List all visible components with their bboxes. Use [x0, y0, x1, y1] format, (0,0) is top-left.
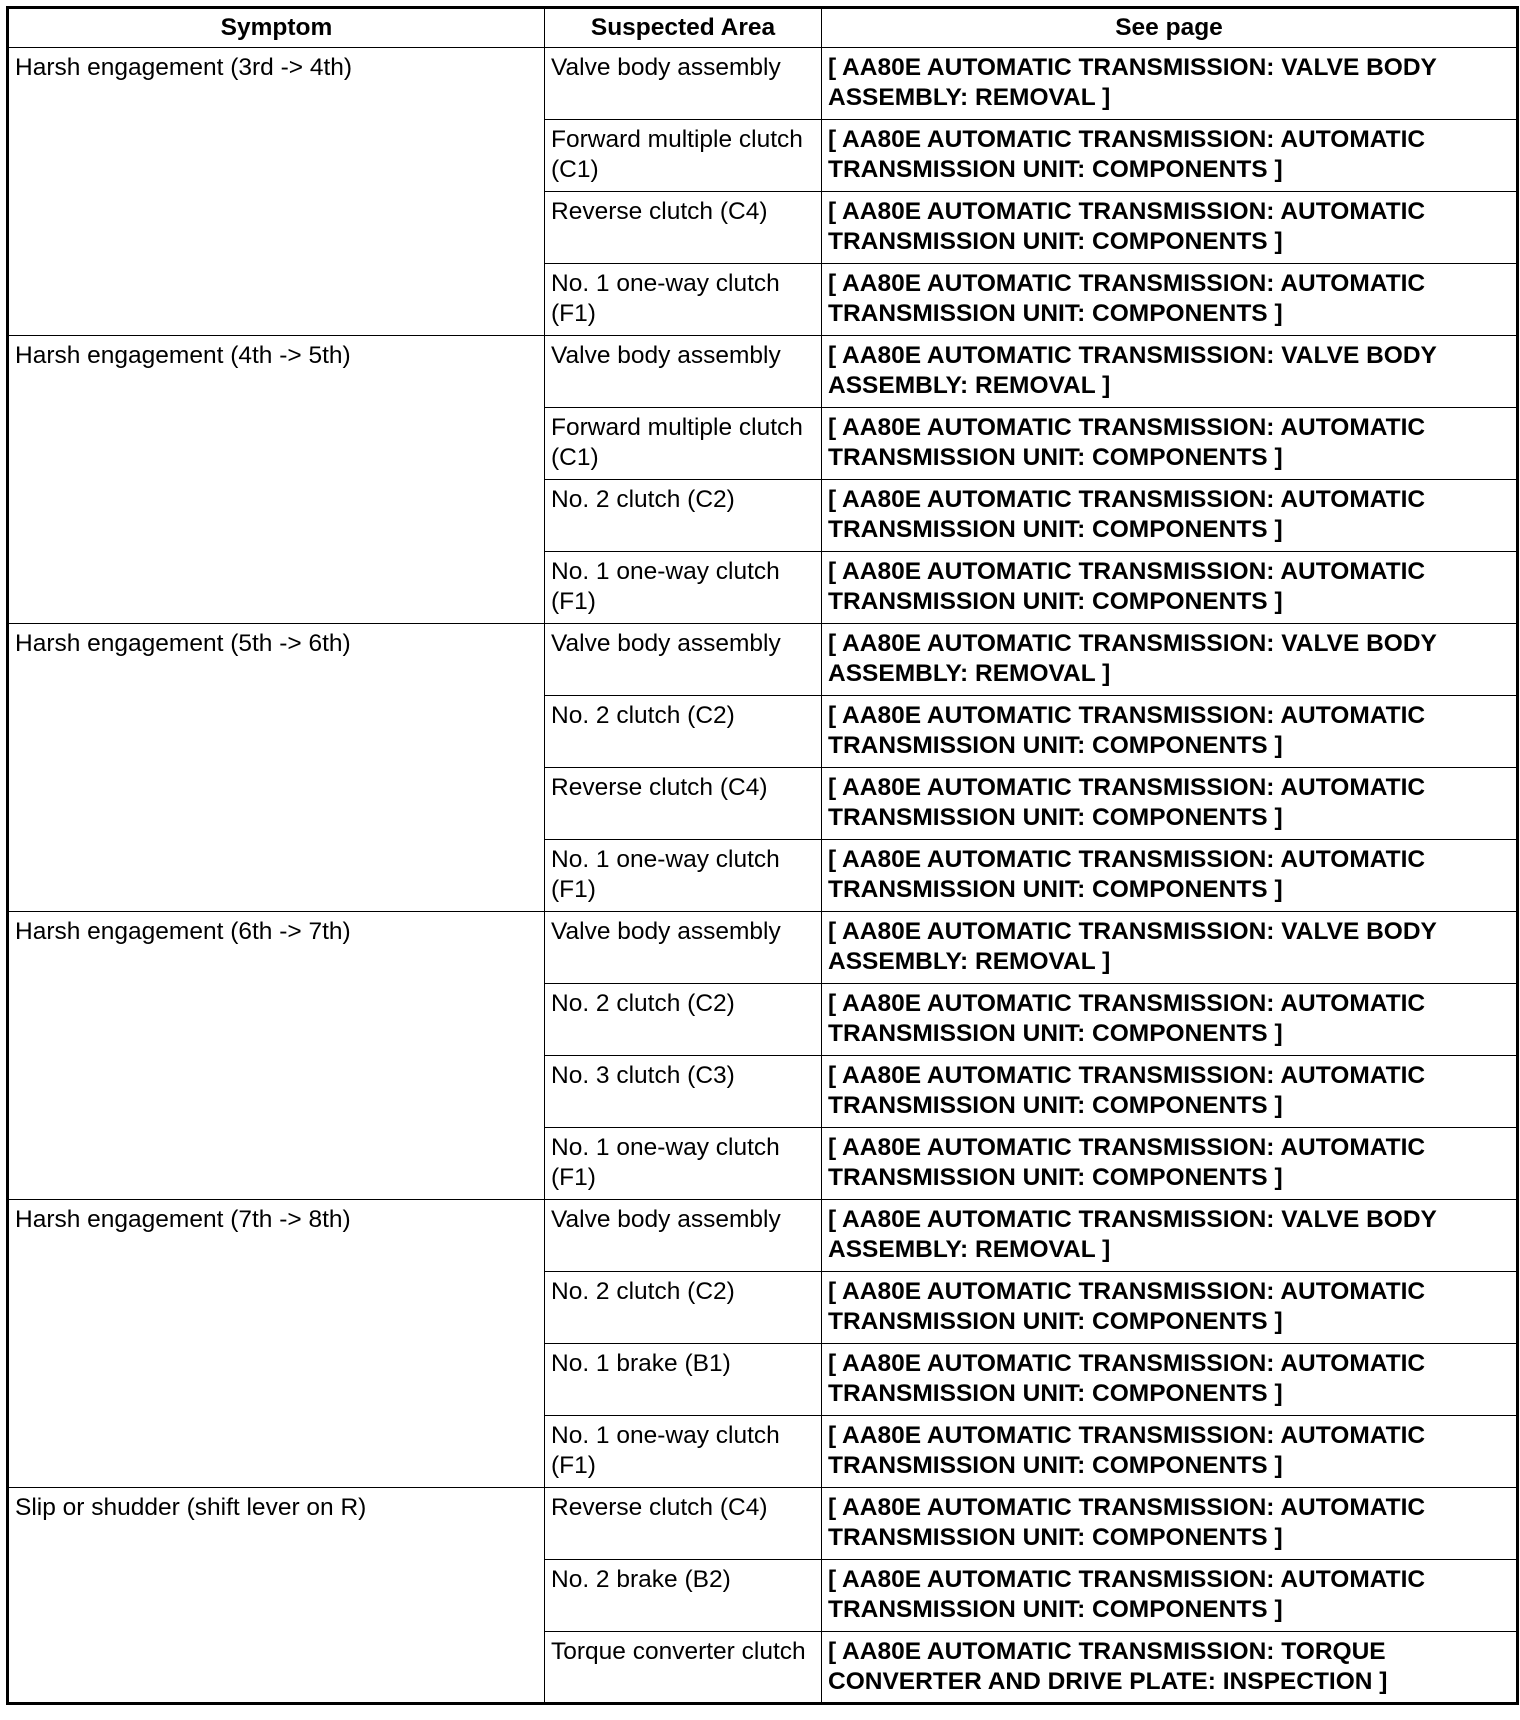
suspected-area-cell: Valve body assembly — [545, 336, 822, 408]
see-page-reference: [ AA80E AUTOMATIC TRANSMISSION: AUTOMATIC TRANSMISSION UNIT: COMPONENTS ] — [822, 696, 1518, 768]
symptom-cell: Harsh engagement (3rd -> 4th) — [8, 48, 545, 336]
suspected-area-cell: Forward multiple clutch (C1) — [545, 120, 822, 192]
see-page-reference: [ AA80E AUTOMATIC TRANSMISSION: VALVE BODY ASSEMBLY: REMOVAL ] — [822, 912, 1518, 984]
suspected-area-cell: No. 2 clutch (C2) — [545, 1272, 822, 1344]
suspected-area-cell: Forward multiple clutch (C1) — [545, 408, 822, 480]
see-page-reference: [ AA80E AUTOMATIC TRANSMISSION: AUTOMATIC TRANSMISSION UNIT: COMPONENTS ] — [822, 984, 1518, 1056]
table-row — [8, 48, 1518, 120]
header-see-page: See page — [822, 8, 1518, 48]
see-page-reference: [ AA80E AUTOMATIC TRANSMISSION: AUTOMATIC TRANSMISSION UNIT: COMPONENTS ] — [822, 408, 1518, 480]
troubleshooting-table — [6, 6, 1519, 1705]
header-symptom: Symptom — [8, 8, 545, 48]
see-page-reference: [ AA80E AUTOMATIC TRANSMISSION: AUTOMATIC TRANSMISSION UNIT: COMPONENTS ] — [822, 1128, 1518, 1200]
suspected-area-cell: No. 2 brake (B2) — [545, 1560, 822, 1632]
suspected-area-cell: No. 3 clutch (C3) — [545, 1056, 822, 1128]
table-row — [8, 336, 1518, 408]
table-body — [8, 48, 1518, 1704]
table-row — [8, 624, 1518, 696]
see-page-reference: [ AA80E AUTOMATIC TRANSMISSION: AUTOMATIC TRANSMISSION UNIT: COMPONENTS ] — [822, 1344, 1518, 1416]
suspected-area-cell: Valve body assembly — [545, 48, 822, 120]
see-page-reference: [ AA80E AUTOMATIC TRANSMISSION: VALVE BODY ASSEMBLY: REMOVAL ] — [822, 48, 1518, 120]
symptom-cell: Harsh engagement (6th -> 7th) — [8, 912, 545, 1200]
suspected-area-cell: No. 2 clutch (C2) — [545, 480, 822, 552]
see-page-reference: [ AA80E AUTOMATIC TRANSMISSION: AUTOMATIC TRANSMISSION UNIT: COMPONENTS ] — [822, 768, 1518, 840]
see-page-reference: [ AA80E AUTOMATIC TRANSMISSION: AUTOMATIC TRANSMISSION UNIT: COMPONENTS ] — [822, 1488, 1518, 1560]
symptom-cell: Harsh engagement (5th -> 6th) — [8, 624, 545, 912]
suspected-area-cell: No. 1 one-way clutch (F1) — [545, 1416, 822, 1488]
suspected-area-cell: Valve body assembly — [545, 912, 822, 984]
see-page-reference: [ AA80E AUTOMATIC TRANSMISSION: AUTOMATIC TRANSMISSION UNIT: COMPONENTS ] — [822, 120, 1518, 192]
see-page-reference: [ AA80E AUTOMATIC TRANSMISSION: AUTOMATIC TRANSMISSION UNIT: COMPONENTS ] — [822, 264, 1518, 336]
header-row — [8, 8, 1518, 48]
suspected-area-cell: No. 1 one-way clutch (F1) — [545, 1128, 822, 1200]
document-page — [6, 6, 1516, 1705]
see-page-reference: [ AA80E AUTOMATIC TRANSMISSION: AUTOMATIC TRANSMISSION UNIT: COMPONENTS ] — [822, 840, 1518, 912]
suspected-area-cell: Reverse clutch (C4) — [545, 1488, 822, 1560]
see-page-reference: [ AA80E AUTOMATIC TRANSMISSION: AUTOMATIC TRANSMISSION UNIT: COMPONENTS ] — [822, 192, 1518, 264]
table-row — [8, 1488, 1518, 1560]
header-suspected-area: Suspected Area — [545, 8, 822, 48]
suspected-area-cell: Reverse clutch (C4) — [545, 192, 822, 264]
see-page-reference: [ AA80E AUTOMATIC TRANSMISSION: AUTOMATIC TRANSMISSION UNIT: COMPONENTS ] — [822, 552, 1518, 624]
suspected-area-cell: No. 2 clutch (C2) — [545, 984, 822, 1056]
see-page-reference: [ AA80E AUTOMATIC TRANSMISSION: AUTOMATIC TRANSMISSION UNIT: COMPONENTS ] — [822, 1272, 1518, 1344]
suspected-area-cell: No. 1 brake (B1) — [545, 1344, 822, 1416]
symptom-cell: Slip or shudder (shift lever on R) — [8, 1488, 545, 1704]
table-row — [8, 912, 1518, 984]
suspected-area-cell: Valve body assembly — [545, 1200, 822, 1272]
see-page-reference: [ AA80E AUTOMATIC TRANSMISSION: AUTOMATIC TRANSMISSION UNIT: COMPONENTS ] — [822, 1560, 1518, 1632]
see-page-reference: [ AA80E AUTOMATIC TRANSMISSION: AUTOMATIC TRANSMISSION UNIT: COMPONENTS ] — [822, 1416, 1518, 1488]
suspected-area-cell: Valve body assembly — [545, 624, 822, 696]
see-page-reference: [ AA80E AUTOMATIC TRANSMISSION: TORQUE CONVERTER AND DRIVE PLATE: INSPECTION ] — [822, 1632, 1518, 1704]
table-header — [8, 8, 1518, 48]
suspected-area-cell: Reverse clutch (C4) — [545, 768, 822, 840]
suspected-area-cell: No. 1 one-way clutch (F1) — [545, 840, 822, 912]
suspected-area-cell: No. 1 one-way clutch (F1) — [545, 552, 822, 624]
see-page-reference: [ AA80E AUTOMATIC TRANSMISSION: AUTOMATIC TRANSMISSION UNIT: COMPONENTS ] — [822, 1056, 1518, 1128]
suspected-area-cell: No. 1 one-way clutch (F1) — [545, 264, 822, 336]
symptom-cell: Harsh engagement (7th -> 8th) — [8, 1200, 545, 1488]
see-page-reference: [ AA80E AUTOMATIC TRANSMISSION: VALVE BODY ASSEMBLY: REMOVAL ] — [822, 336, 1518, 408]
suspected-area-cell: No. 2 clutch (C2) — [545, 696, 822, 768]
see-page-reference: [ AA80E AUTOMATIC TRANSMISSION: VALVE BODY ASSEMBLY: REMOVAL ] — [822, 624, 1518, 696]
see-page-reference: [ AA80E AUTOMATIC TRANSMISSION: VALVE BODY ASSEMBLY: REMOVAL ] — [822, 1200, 1518, 1272]
table-row — [8, 1200, 1518, 1272]
symptom-cell: Harsh engagement (4th -> 5th) — [8, 336, 545, 624]
see-page-reference: [ AA80E AUTOMATIC TRANSMISSION: AUTOMATIC TRANSMISSION UNIT: COMPONENTS ] — [822, 480, 1518, 552]
suspected-area-cell: Torque converter clutch — [545, 1632, 822, 1704]
